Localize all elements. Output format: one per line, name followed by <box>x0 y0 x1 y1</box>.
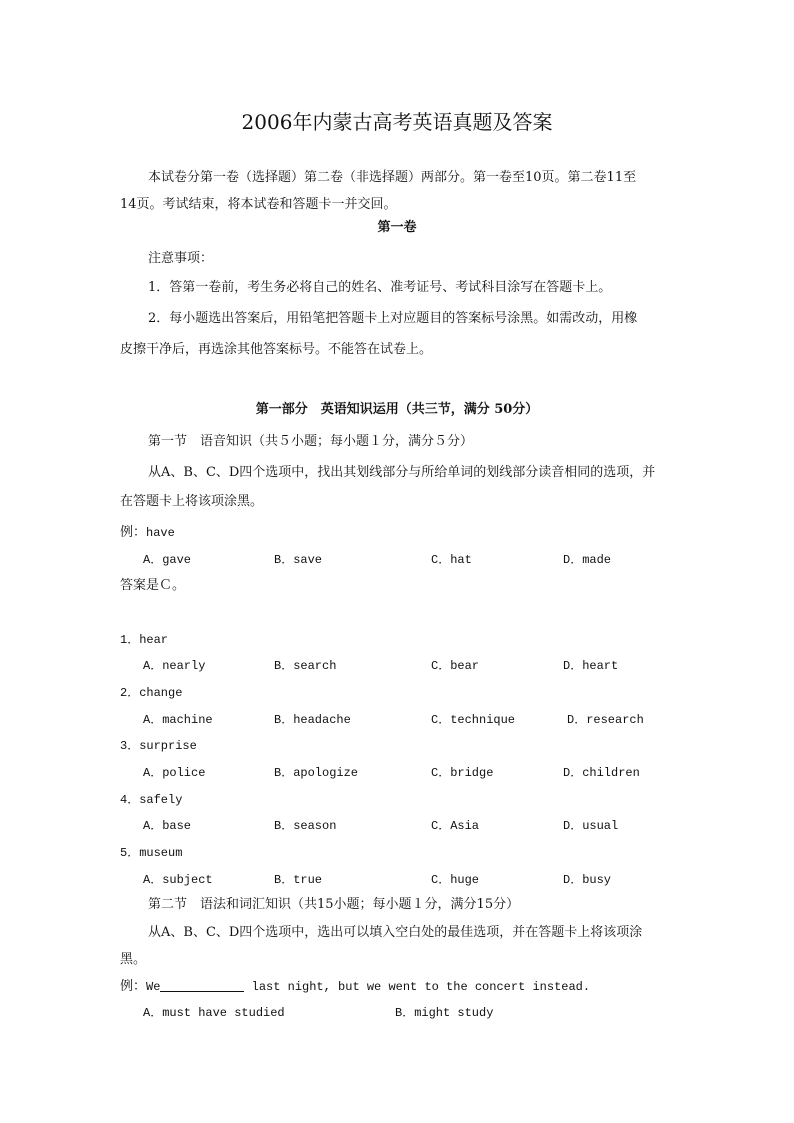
question-1-option-d: D．heart <box>563 659 619 673</box>
question-3-option-d: D．children <box>563 766 640 780</box>
section2-example-option-a: A．must have studied <box>143 1006 285 1020</box>
question-2-stem: 2．change <box>120 686 183 700</box>
question-1-stem: 1．hear <box>120 633 169 647</box>
question-3-option-a: A．police <box>143 766 206 780</box>
section2-instruction-line-1: 从A、B、C、D四个选项中，选出可以填入空白处的最佳选项，并在答题卡上将该项涂 <box>148 925 643 940</box>
intro-line-2: 14页。考试结束，将本试卷和答题卡一并交回。 <box>120 197 397 212</box>
example-label: 例： <box>120 525 147 540</box>
question-1-option-b: B．search <box>274 659 337 673</box>
section2-example-stem <box>120 975 590 994</box>
question-5-stem: 5．museum <box>120 846 183 860</box>
question-1-option-a: A．nearly <box>143 659 206 673</box>
question-4-option-c: C．Asia <box>431 819 480 833</box>
example-option-a: A．gave <box>143 553 192 567</box>
section2-instruction-line-2: 黑。 <box>120 952 147 967</box>
intro-line-1: 本试卷分第一卷（选择题）第二卷（非选择题）两部分。第一卷至10页。第二卷11至 <box>148 170 637 185</box>
question-4-option-d: D．usual <box>563 819 619 833</box>
section2-example-label: 例： <box>120 979 147 994</box>
notes-item-1: 1．答第一卷前，考生务必将自己的姓名、准考证号、考试科目涂写在答题卡上。 <box>148 280 612 295</box>
section2-example-rest: last night, but we went to the concert instead. <box>244 980 591 994</box>
question-3-option-b: B．apologize <box>274 766 359 780</box>
question-2-option-d: D．research <box>567 713 644 727</box>
question-4-option-b: B．season <box>274 819 337 833</box>
answer-blank <box>160 979 244 992</box>
question-4-stem: 4．safely <box>120 793 183 807</box>
question-2-option-a: A．machine <box>143 713 213 727</box>
question-3-stem: 3．surprise <box>120 739 197 753</box>
example-option-d: D．made <box>563 553 612 567</box>
question-5-option-b: B．true <box>274 873 323 887</box>
example-option-c: C．hat <box>431 553 472 567</box>
example-word: have <box>146 526 175 540</box>
volume-heading: 第一卷 <box>377 220 417 235</box>
notes-item-2-line-1: 2．每小题选出答案后，用铅笔把答题卡上对应题目的答案标号涂黑。如需改动，用橡 <box>148 311 638 326</box>
section1-heading: 第一节 语音知识（共５小题；每小题１分，满分５分） <box>148 434 474 449</box>
question-2-option-b: B．headache <box>274 713 351 727</box>
question-4-option-a: A．base <box>143 819 192 833</box>
question-5-option-c: C．huge <box>431 873 480 887</box>
section2-example-subject: We <box>146 980 161 994</box>
section1-instruction-line-2: 在答题卡上将该项涂黑。 <box>120 494 264 509</box>
section2-heading: 第二节 语法和词汇知识（共15小题；每小题１分，满分15分） <box>148 897 520 912</box>
example-stem <box>120 521 175 540</box>
notes-item-2-line-2: 皮擦干净后，再选涂其他答案标号。不能答在试卷上。 <box>120 342 433 357</box>
page-title: 2006年内蒙古高考英语真题及答案 <box>241 110 553 134</box>
question-5-option-d: D．busy <box>563 873 612 887</box>
part1-heading: 第一部分 英语知识运用（共三节，满分 50分） <box>255 402 539 417</box>
section2-example-option-b: B．might study <box>395 1006 494 1020</box>
question-5-option-a: A．subject <box>143 873 213 887</box>
notes-heading: 注意事项： <box>148 251 214 266</box>
question-1-option-c: C．bear <box>431 659 480 673</box>
example-option-b: B．save <box>274 553 323 567</box>
section1-instruction-line-1: 从A、B、C、D四个选项中，找出其划线部分与所给单词的划线部分读音相同的选项，并 <box>148 465 656 480</box>
example-answer: 答案是Ｃ。 <box>120 578 186 593</box>
question-2-option-c: C．technique <box>431 713 516 727</box>
question-3-option-c: C．bridge <box>431 766 494 780</box>
